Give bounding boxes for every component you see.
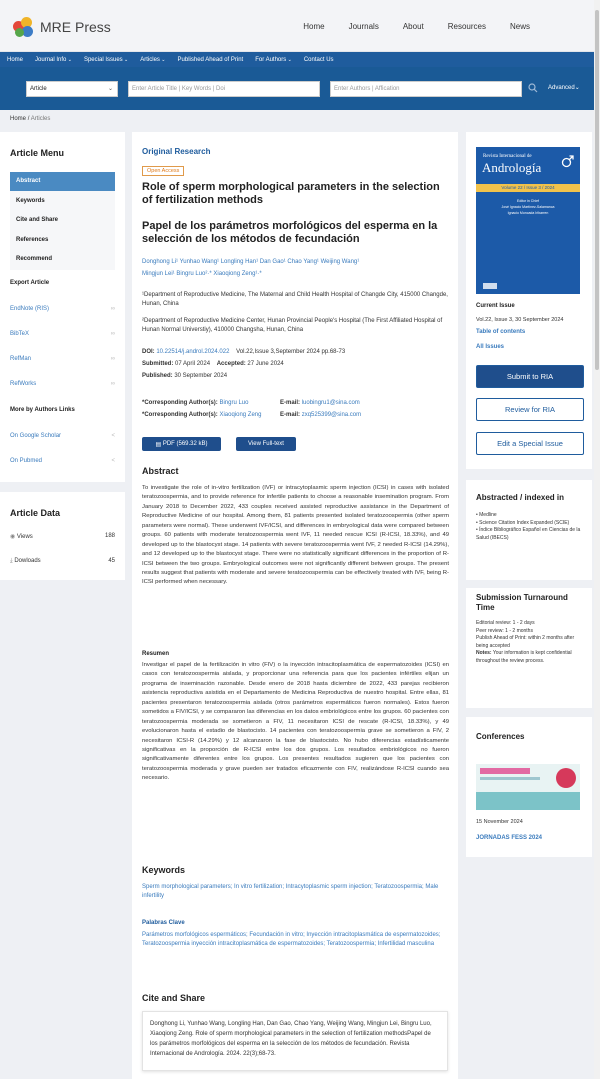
- menu-abstract[interactable]: Abstract: [10, 172, 115, 191]
- breadcrumb-home[interactable]: Home: [10, 116, 27, 122]
- export-refman[interactable]: [10, 356, 115, 362]
- current-issue-label: Current Issue: [476, 303, 515, 309]
- keywords-es-title: Palabras Clave: [142, 920, 185, 926]
- email-label: E-mail:: [280, 400, 301, 406]
- doi-link[interactable]: 10.22514/j.androl.2024.022: [156, 349, 230, 355]
- keywords-es[interactable]: Parámetros morfológicos espermáticos; Fecundación in vitro; Inyección intracitoplasmática de espermatozoides; Teratozoospermia inyección intracitoplasmática de espermatozoides; Teratozoospermia; Infertilidad masculina: [142, 932, 441, 948]
- downloads-count: 45: [108, 558, 115, 564]
- pubmed-label: On Pubmed: [10, 458, 43, 464]
- scrollbar[interactable]: [594, 0, 600, 1079]
- banner-badge: [556, 768, 576, 788]
- turnaround-notes: [476, 650, 584, 665]
- export-title: Export Article: [10, 280, 50, 286]
- turnaround-list: [476, 620, 584, 665]
- cover-journal-name: Andrología: [482, 160, 542, 175]
- link-icon: ∞: [110, 356, 115, 362]
- cover-journal-top: Revista Internacional de: [483, 154, 532, 159]
- scrollbar-thumb[interactable]: [595, 10, 599, 370]
- menu-keywords[interactable]: Keywords: [16, 198, 45, 204]
- affiliation-1: ¹Department of Reproductive Medicine, The Maternal and Child Health Hospital of Changde City, 415000 Changde, Hunan, China: [142, 292, 448, 308]
- downloads-stat: [10, 558, 115, 565]
- cover-editors: [476, 199, 580, 217]
- menu-references[interactable]: References: [16, 237, 49, 243]
- indexed-list: [476, 512, 582, 542]
- notes-label: Notes:: [476, 650, 492, 656]
- menu-recommend[interactable]: Recommend: [16, 256, 53, 262]
- cover-editor-2: José Ignacio Martínez-Salamanca: [501, 204, 555, 209]
- downloads-label: Dowloads: [14, 558, 41, 564]
- export-refworks[interactable]: [10, 381, 115, 387]
- article-section: Original Research: [142, 147, 211, 156]
- banner-wave: [476, 792, 580, 810]
- article-menu-title: Article Menu: [10, 148, 65, 158]
- table-of-contents-link[interactable]: Table of contents: [476, 329, 526, 335]
- turnaround-line: Editorial review: 1 - 2 days: [476, 620, 535, 626]
- top-nav: [279, 22, 530, 31]
- accepted-date: 27 June 2024: [247, 361, 284, 367]
- conference-name[interactable]: JORNADAS FESS 2024: [476, 835, 543, 841]
- corresponding-label: *Corresponding Author(s):: [142, 400, 218, 406]
- share-icon: <: [111, 433, 115, 439]
- search-type-select[interactable]: [26, 81, 118, 97]
- keywords-en[interactable]: Sperm morphological parameters; In vitro fertilization; Intracytoplasmic sperm injection; Teratozoospermia; Male infertility: [142, 884, 439, 900]
- advanced-search-link[interactable]: [548, 84, 580, 91]
- view-fulltext-button[interactable]: View Full-text: [236, 437, 296, 451]
- submitted-date: 07 April 2024: [175, 361, 211, 367]
- site-name[interactable]: MRE Press: [40, 19, 111, 35]
- nav-home[interactable]: Home: [7, 56, 24, 63]
- turnaround-line: Peer review: 1 - 2 months: [476, 627, 533, 634]
- google-scholar-label: On Google Scholar: [10, 433, 62, 439]
- menu-cite-share[interactable]: Cite and Share: [16, 217, 59, 223]
- doi-label: DOI:: [142, 349, 155, 355]
- topnav-about[interactable]: About: [402, 22, 424, 31]
- indexed-item: • Science Citation Index Expanded (SCIE): [476, 519, 570, 526]
- author-search-input[interactable]: Enter Authors | Affication: [330, 81, 522, 97]
- dates-line: [142, 360, 452, 369]
- topnav-news[interactable]: News: [509, 22, 530, 31]
- indexed-item-text: Medline: [479, 512, 497, 518]
- indexed-item-text: Índice Bibliográfico Español en Ciencias de la Salud (IBECS): [476, 527, 581, 541]
- volume-info: Vol.22,Issue 3,September 2024 pp.68-73: [236, 349, 346, 355]
- accepted-label: Accepted:: [216, 361, 246, 367]
- abstract-text: To investigate the role of in-vitro fertilization (IVF) or intracytoplasmic sperm injection (ICSI) in cases with isolated teratozoospermia, and to provide reference for infertile patients to choose a reasonable insemination program. From January 2018 to December 2022, 433 couples received assisted reproductive assistance in the Department of Reproductive Medicine of our hospital. Among them, 81 patients presented isolated teratozoospermia (other sperm parameters were normal). These underwent IVF/ICSI, and differences in embryological data were compared between groups. 60 patients with moderate teratozoospermia went IVF, 11 needed rescue ICSI (R-ICSI, 18.33%), and 49 developed up to the blastocyst stage. 14 patients with severe teratozoospermia went IVF, 2 needed R-ICSI (14.29%), and 12 developed up to the blastocyst stage. There were no statistically significant differences in the proportion of R-ICSI between the two groups. Embryological outcomes were not significantly different between groups. The present results suggest that patients with moderate and severe teratozoospermia can be effectively treated with IVF, being R-ICSI performed when necessary.: [142, 485, 449, 586]
- export-refworks-label: RefWorks: [10, 381, 37, 387]
- export-bibtex[interactable]: [10, 331, 115, 337]
- edit-special-issue-button[interactable]: Edit a Special Issue: [476, 432, 584, 455]
- corresponding-1-name[interactable]: Bingru Luo: [219, 400, 249, 406]
- corresponding-label: *Corresponding Author(s):: [142, 412, 218, 418]
- indexed-item: • Índice Bibliográfico Español en Ciencias de la Salud (IBECS): [476, 527, 581, 541]
- views-stat: [10, 533, 115, 540]
- topnav-journals[interactable]: Journals: [348, 22, 379, 31]
- conferences-title: Conferences: [476, 732, 525, 741]
- topnav-resources[interactable]: Resources: [447, 22, 486, 31]
- journal-cover[interactable]: [476, 147, 580, 294]
- cover-publisher-logo: [483, 283, 497, 289]
- pdf-button-label: PDF (569.32 kB): [162, 441, 208, 447]
- search-icon[interactable]: [528, 83, 538, 93]
- banner-title-strip: [480, 768, 530, 774]
- export-bibtex-label: BibTeX: [10, 331, 30, 337]
- chevron-down-icon: ⌄: [107, 86, 113, 92]
- link-icon: ∞: [110, 306, 115, 312]
- pdf-icon: ▤: [155, 441, 163, 448]
- doi-line: [142, 348, 452, 357]
- published-date: 30 September 2024: [174, 373, 228, 379]
- male-symbol-icon: [561, 155, 574, 168]
- open-access-badge: Open Access: [142, 166, 184, 176]
- nav-for-authors[interactable]: For Authors ⌄: [255, 57, 292, 63]
- nav-journal-info[interactable]: Journal Info ⌄: [35, 57, 72, 63]
- cover-volume: Volume 22 / Issue 3 / 2024: [476, 184, 580, 192]
- topnav-home[interactable]: Home: [303, 22, 325, 31]
- nav-special-issues[interactable]: Special Issues ⌄: [84, 57, 128, 63]
- affiliation-2: ²Department of Reproductive Medicine Center, Hunan Provincial People's Hospital (The First Affiliated Hospital of Hunan Normal Universtiy), 410000 Changsha, Hunan, China: [142, 318, 443, 334]
- review-button[interactable]: Review for RIA: [476, 398, 584, 421]
- corresponding-2: [142, 411, 452, 420]
- indexed-title: Abstracted / indexed in: [476, 493, 565, 502]
- turnaround-title: Submission Turnaround Time: [476, 593, 568, 612]
- link-icon: ∞: [110, 331, 115, 337]
- resumen-title: Resumen: [142, 651, 170, 657]
- breadcrumb-separator: /: [27, 116, 30, 122]
- turnaround-line: Publish Ahead of Print: within 2 months after being accepted: [476, 635, 575, 649]
- views-count: 188: [104, 533, 115, 539]
- eye-icon: ◉: [10, 534, 17, 540]
- pdf-download-button[interactable]: [142, 437, 221, 451]
- authors-line-2[interactable]: Mingjun Lei¹ Bingru Luo²·* Xiaoqiong Zeng¹·*: [142, 271, 262, 277]
- nav-contact[interactable]: Contact Us: [303, 56, 334, 63]
- all-issues-link[interactable]: All Issues: [476, 344, 505, 350]
- email-label: E-mail:: [280, 412, 301, 418]
- link-icon: ∞: [110, 381, 115, 387]
- search-type-value: Article: [30, 86, 47, 92]
- conference-banner[interactable]: [476, 764, 580, 810]
- notes-text: Your information is kept confidential throughout the review process.: [476, 650, 572, 664]
- cover-editor-1: Editor in Chief: [517, 199, 539, 203]
- cover-editor-3: Ignacio Moncada Iribarren: [507, 210, 549, 215]
- authors-line-1[interactable]: Donghong Li¹ Yunhao Wang¹ Longling Han¹ Dan Gao¹ Chao Yang¹ Weijing Wang¹: [142, 259, 360, 265]
- cite-title: Cite and Share: [142, 993, 206, 1003]
- corresponding-1: [142, 399, 452, 408]
- breadcrumb: [10, 116, 50, 122]
- article-title-es: Papel de los parámetros morfológicos del esperma en la selección de los métodos de fecundación: [142, 220, 438, 245]
- published-label: Published:: [142, 373, 173, 379]
- nav-articles[interactable]: Articles ⌄: [140, 57, 165, 63]
- resumen-text: Investigar el papel de la fertilización in vitro (FIV) o la inyección intracitoplasmática de espermatozoides (ICSI) en casos con teratozoospermia aislada, y proporcionar una referencia para que los pacientes infértiles elijan un programa de inseminación razonable. Desde enero de 2018 hasta diciembre de 2022, 433 parejas recibieron asistencia reproductiva asistida en el Departamento de Medicina Reproductiva de nuestro hospital. Entre ellas, 81 pacientes presentaron teratozoospermia aislada (otros parámetros espermáticos fueron normales). Estos fueron sometidos a FIV/ICSI, y se compararon las diferencias en los datos embriológicos entre los grupos. 60 pacientes con teratozoospermia moderada se sometieron a FIV, 11 necesitaron ICSI de rescate (R-ICSI, 18.33%), y 49 evolucionaron hasta el estadio de blastocisto. 14 pacientes con teratozoospermia grave se sometieron a FIV, 2 necesitaron ICSI-R (14.29%) y 12 alcanzaron la fase de blastocisto. No hubo diferencias estadísticamente significativas en la proporción de R-ICSI entre los dos grupos. Los resultados embriológicos no fueron significativamente diferentes entre los grupos. Los presentes resultados sugieren que los pacientes con teratozoospermia moderada y grave pueden ser tratados eficazmente con FIV, realizándose R-ICSI cuando sea necesario.: [142, 662, 449, 782]
- indexed-item: • Medline: [476, 512, 497, 518]
- top-header: [0, 0, 600, 52]
- export-endnote[interactable]: [10, 306, 115, 312]
- corresponding-2-email[interactable]: zxq525399@sina.com: [301, 412, 362, 418]
- article-title-en: Role of sperm morphological parameters in the selection of fertilization methods: [142, 181, 440, 206]
- published-line: [142, 372, 452, 381]
- chevron-down-icon: ⌄: [574, 85, 580, 91]
- title-search-input[interactable]: Enter Article Title | Key Words | Doi: [128, 81, 320, 97]
- current-issue: Vol.22, Issue 3, 30 September 2024: [476, 317, 564, 323]
- submitted-label: Submitted:: [142, 361, 174, 367]
- nav-ahead-of-print[interactable]: Published Ahead of Print: [177, 56, 244, 63]
- google-scholar-link[interactable]: [10, 433, 115, 439]
- breadcrumb-current: Articles: [30, 116, 51, 122]
- export-refman-label: RefMan: [10, 356, 32, 362]
- download-icon: ⤓: [10, 558, 15, 564]
- banner-subtitle-strip: [480, 777, 540, 780]
- submit-button[interactable]: Submit to RIA: [476, 365, 584, 388]
- abstract-title: Abstract: [142, 466, 179, 476]
- citation-box: Donghong Li, Yunhao Wang, Longling Han, Dan Gao, Chao Yang, Weijing Wang, Mingjun Lei, Bingru Luo, Xiaoqiong Zeng. Role of sperm morphological parameters in the selection of fertilization methodsPapel de los parámetros morfológicos del esperma en la selección de los métodos de fecundación. Revista Internacional de Andrología. 2024. 22(3);68-73.: [142, 1011, 448, 1071]
- conference-date: 15 November 2024: [476, 819, 523, 825]
- share-icon: <: [111, 458, 115, 464]
- pubmed-link[interactable]: [10, 458, 115, 464]
- views-label: Views: [16, 534, 33, 540]
- article-data-title: Article Data: [10, 508, 61, 518]
- keywords-title: Keywords: [142, 865, 186, 875]
- corresponding-1-email[interactable]: luobingru1@sina.com: [301, 400, 360, 406]
- corresponding-2-name[interactable]: Xiaoqiong Zeng: [219, 412, 262, 418]
- main-nav: [0, 52, 600, 67]
- indexed-item-text: Science Citation Index Expanded (SCIE): [479, 519, 570, 526]
- export-endnote-label: EndNote (RIS): [10, 306, 50, 312]
- advanced-search-label: Advanced: [548, 85, 575, 91]
- more-by-authors-title: More by Authors Links: [10, 407, 75, 413]
- mre-logo[interactable]: [11, 15, 35, 39]
